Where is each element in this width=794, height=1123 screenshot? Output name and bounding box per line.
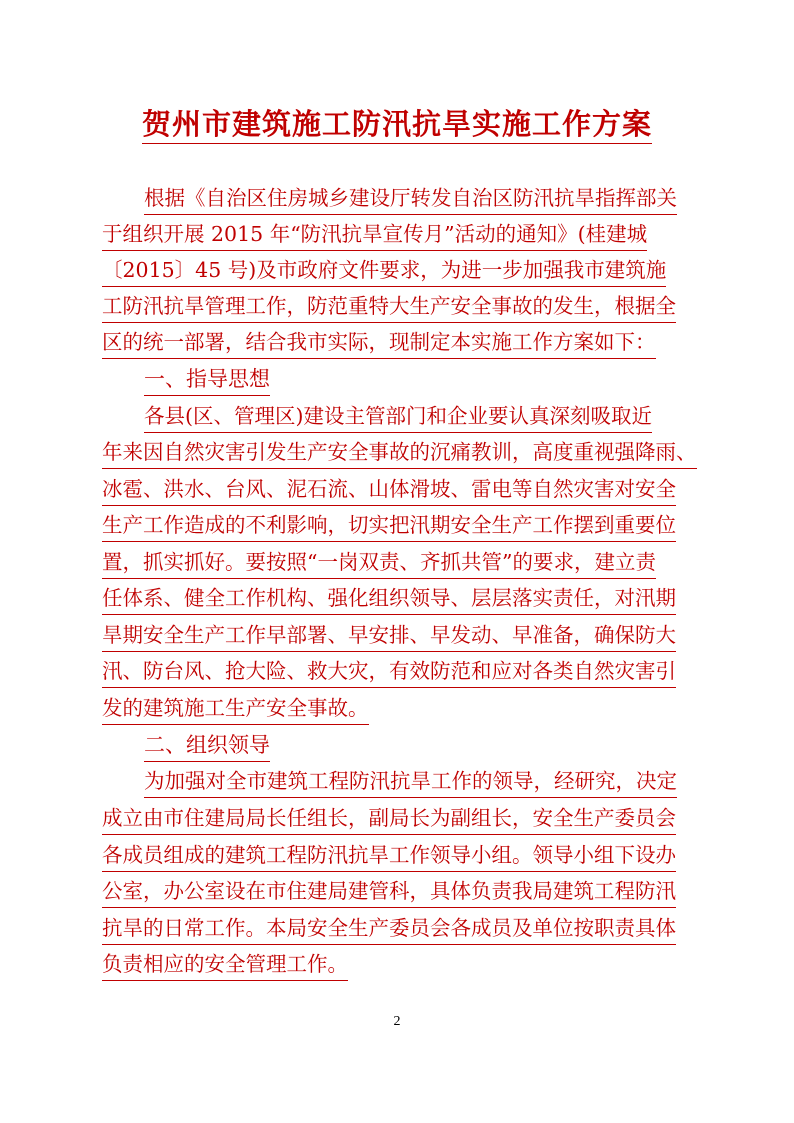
paragraph-line: 任体系、健全工作机构、强化组织领导、层层落实责任，对汛期 <box>102 583 702 619</box>
paragraph-line: 为加强对全市建筑工程防汛抗旱工作的领导，经研究，决定 <box>144 766 744 802</box>
paragraph-line: 发的建筑施工生产安全事故。 <box>102 693 702 729</box>
page-number: 2 <box>393 1014 401 1029</box>
paragraph-line: 冰雹、洪水、台风、泥石流、山体滑坡、雷电等自然灾害对安全 <box>102 474 702 510</box>
section-heading-2: 二、组织领导 <box>144 730 744 766</box>
paragraph-line: 成立由市住建局局长任组长，副局长为副组长，安全生产委员会 <box>102 803 702 839</box>
paragraph-line: 各成员组成的建筑工程防汛抗旱工作领导小组。领导小组下设办 <box>102 840 702 876</box>
paragraph-line: 于组织开展 2015 年“防汛抗旱宣传月”活动的通知》(桂建城 <box>102 219 702 255</box>
paragraph-line: 根据《自治区住房城乡建设厅转发自治区防汛抗旱指挥部关 <box>144 183 744 219</box>
paragraph-line: 公室，办公室设在市住建局建管科，具体负责我局建筑工程防汛 <box>102 876 702 912</box>
paragraph-line: 工防汛抗旱管理工作，防范重特大生产安全事故的发生，根据全 <box>102 291 702 327</box>
paragraph-line: 置，抓实抓好。要按照“一岗双责、齐抓共管”的要求，建立责 <box>102 547 702 583</box>
section-heading-1: 一、指导思想 <box>144 364 744 400</box>
paragraph-line: 区的统一部署，结合我市实际，现制定本实施工作方案如下： <box>102 327 702 363</box>
paragraph-line: 生产工作造成的不利影响，切实把汛期安全生产工作摆到重要位 <box>102 510 702 546</box>
paragraph-line: 各县(区、管理区)建设主管部门和企业要认真深刻吸取近 <box>144 401 744 437</box>
paragraph-line: 汛、防台风、抢大险、救大灾，有效防范和应对各类自然灾害引 <box>102 656 702 692</box>
paragraph-line: 负责相应的安全管理工作。 <box>102 949 702 985</box>
paragraph-line: 〔2015〕45 号)及市政府文件要求，为进一步加强我市建筑施 <box>102 255 702 291</box>
document-title: 贺州市建筑施工防汛抗旱实施工作方案 <box>100 102 694 143</box>
paragraph-line: 旱期安全生产工作早部署、早安排、早发动、早准备，确保防大 <box>102 620 702 656</box>
paragraph-line: 抗旱的日常工作。本局安全生产委员会各成员及单位按职责具体 <box>102 913 702 949</box>
paragraph-line: 年来因自然灾害引发生产安全事故的沉痛教训，高度重视强降雨、 <box>102 437 702 473</box>
